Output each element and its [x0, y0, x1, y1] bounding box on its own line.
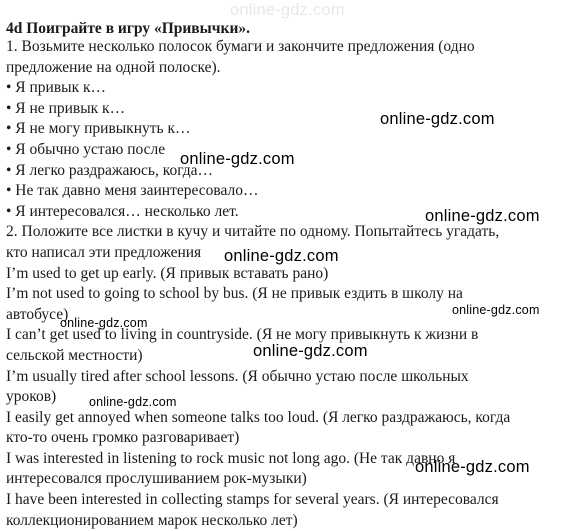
bullet-item: • Я легко раздражаюсь, когда…: [6, 161, 214, 179]
watermark: online-gdz.com: [415, 458, 530, 476]
answer-line: I’m used to get up early. (Я привык вставать рано): [6, 264, 329, 282]
watermark: online-gdz.com: [224, 247, 339, 265]
watermark: online-gdz.com: [452, 303, 540, 317]
answer-line: коллекционированием марок несколько лет): [6, 511, 298, 529]
answer-line: автобусе): [6, 305, 69, 323]
answer-line: I easily get annoyed when someone talks too loud. (Я легко раздражаюсь, когда: [6, 408, 511, 426]
answer-line: кто-то очень громко разговаривает): [6, 429, 240, 447]
text-line: 1. Возьмите несколько полосок бумаги и закончите предложения (одно: [6, 38, 475, 55]
watermark: online-gdz.com: [89, 395, 177, 409]
watermark: online-gdz.com: [180, 150, 295, 168]
watermark: online-gdz.com: [425, 207, 540, 225]
bullet-item: • Я обычно устаю после: [6, 140, 166, 158]
answer-line: интересовался прослушиванием рок-музыки): [6, 470, 307, 488]
answer-line: уроков): [6, 388, 57, 406]
bullet-item: • Не так давно меня заинтересовало…: [6, 182, 259, 200]
watermark: online-gdz.com: [60, 316, 148, 330]
answer-line: I’m usually tired after school lessons. (Я обычно устаю после школьных: [6, 367, 469, 385]
text-line: кто написал эти предложения: [6, 243, 202, 261]
answer-line: I can’t get used to living in countryside. (Я не могу привыкнуть к жизни в: [6, 326, 479, 344]
exercise-document: [6, 20, 572, 531]
answer-line: I’m not used to going to school by bus. (Я не привык ездить в школу на: [6, 285, 463, 303]
watermark: online-gdz.com: [253, 342, 368, 360]
answer-line: I have been interested in collecting stamps for several years. (Я интересовался: [6, 491, 499, 509]
exercise-title: 4d Поиграйте в игру «Привычки».: [6, 20, 251, 37]
answer-line: I was interested in listening to rock music not long ago. (Не так давно я: [6, 449, 456, 467]
answer-line: сельской местности): [6, 346, 143, 364]
text-line: предложение на одной полоске).: [6, 58, 221, 76]
bullet-item: • Я привык к…: [6, 79, 107, 97]
bullet-item: • Я не привык к…: [6, 99, 126, 117]
watermark: online-gdz.com: [380, 110, 495, 128]
bullet-item: • Я не могу привыкнуть к…: [6, 120, 191, 138]
bullet-item: • Я интересовался… несколько лет.: [6, 202, 239, 220]
text-line: 2. Положите все листки в кучу и читайте по одному. Попытайтесь угадать,: [6, 223, 500, 241]
watermark: online-gdz.com: [230, 1, 345, 19]
